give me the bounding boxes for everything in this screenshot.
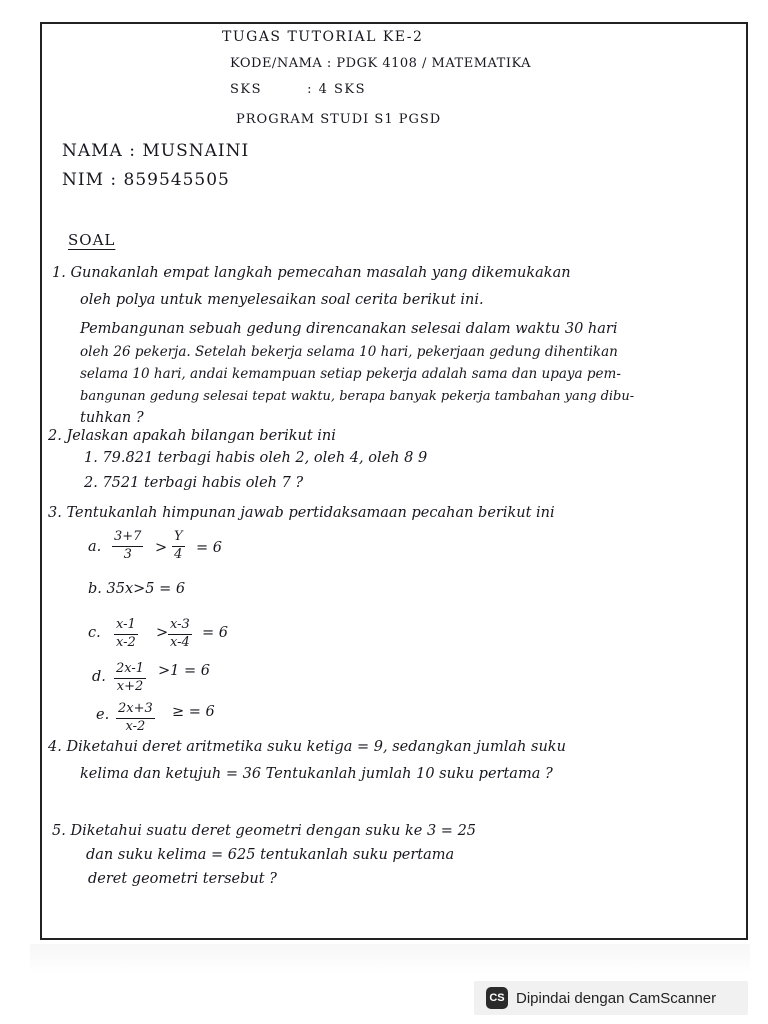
q3d-denominator: x+2 <box>116 678 144 694</box>
q1-line6: bangunan gedung selesai tepat waktu, berapa banyak pekerja tambahan yang dibu- <box>80 389 635 404</box>
student-name: NAMA : MUSNAINI <box>62 141 250 161</box>
q5-line1: 5. Diketahui suatu deret geometri dengan suku ke 3 = 25 <box>52 823 477 839</box>
q3c-operator: > <box>156 625 169 641</box>
q3e-numerator: 2x+3 <box>116 702 155 719</box>
q3a-fraction-left <box>112 530 143 563</box>
q3a-tail: = 6 <box>196 540 222 556</box>
q3e-tail: ≥ = 6 <box>172 704 215 720</box>
q3a-denominator-right: 4 <box>174 546 183 562</box>
q3d-tail: >1 = 6 <box>158 663 210 679</box>
q3c-tail: = 6 <box>202 625 228 641</box>
q2-item1: 1. 79.821 terbagi habis oleh 2, oleh 4, oleh 8 9 <box>84 450 428 466</box>
q3c-fraction-left <box>114 618 138 651</box>
q1-line3: Pembangunan sebuah gedung direncanakan selesai dalam waktu 30 hari <box>80 321 618 337</box>
q3d-numerator: 2x-1 <box>114 662 146 679</box>
q3c-label: c. <box>88 625 101 641</box>
q1-line7: tuhkan ? <box>80 410 144 426</box>
assignment-title: TUGAS TUTORIAL KE-2 <box>222 29 424 45</box>
q3a-fraction-right <box>172 530 185 563</box>
scan-shadow <box>30 944 750 974</box>
q3d-fraction <box>114 662 146 695</box>
q1-line1: 1. Gunakanlah empat langkah pemecahan masalah yang dikemukakan <box>52 265 571 281</box>
q4-line1: 4. Diketahui deret aritmetika suku ketiga = 9, sedangkan jumlah suku <box>48 739 566 755</box>
q1-line4: oleh 26 pekerja. Setelah bekerja selama 10 hari, pekerjaan gedung dihentikan <box>80 344 618 360</box>
q5-line2: dan suku kelima = 625 tentukanlah suku pertama <box>86 847 455 863</box>
camscanner-text: Dipindai dengan CamScanner <box>516 989 717 1007</box>
q3c-fraction-right <box>168 618 192 651</box>
q1-line5: selama 10 hari, andai kemampuan setiap pekerja adalah sama dan upaya pem- <box>80 366 621 382</box>
q3c-denominator-left: x-2 <box>116 634 136 650</box>
q3d-label: d. <box>92 669 106 685</box>
q3a-label: a. <box>88 539 102 555</box>
q3c-numerator-left: x-1 <box>114 618 138 635</box>
q3e-denominator: x-2 <box>125 718 146 734</box>
q3-line1: 3. Tentukanlah himpunan jawab pertidaksamaan pecahan berikut ini <box>48 505 555 521</box>
q3a-numerator-right: Y <box>172 530 185 547</box>
q2-item2: 2. 7521 terbagi habis oleh 7 ? <box>84 475 304 491</box>
q3b-line: b. 35x>5 = 6 <box>88 581 186 597</box>
q3a-operator: > <box>155 540 168 556</box>
q5-line3: deret geometri tersebut ? <box>88 871 277 887</box>
course-code: KODE/NAMA : PDGK 4108 / MATEMATIKA <box>230 56 532 71</box>
study-program: PROGRAM STUDI S1 PGSD <box>236 112 442 127</box>
q3e-fraction <box>116 702 155 735</box>
q3c-denominator-right: x-4 <box>170 634 190 650</box>
camscanner-logo-icon: CS <box>486 987 508 1009</box>
q3a-denominator-left: 3 <box>123 546 132 562</box>
q3a-numerator-left: 3+7 <box>112 530 143 547</box>
q3e-label: e. <box>96 707 110 723</box>
credit-units: SKS : 4 SKS <box>230 82 367 97</box>
q4-line2: kelima dan ketujuh = 36 Tentukanlah jumlah 10 suku pertama ? <box>80 766 553 782</box>
camscanner-watermark <box>474 981 748 1015</box>
q3c-numerator-right: x-3 <box>168 618 192 635</box>
q2-line1: 2. Jelaskan apakah bilangan berikut ini <box>48 428 336 444</box>
student-id: NIM : 859545505 <box>62 170 230 190</box>
soal-heading: SOAL <box>68 231 116 249</box>
q1-line2: oleh polya untuk menyelesaikan soal cerita berikut ini. <box>80 292 484 308</box>
